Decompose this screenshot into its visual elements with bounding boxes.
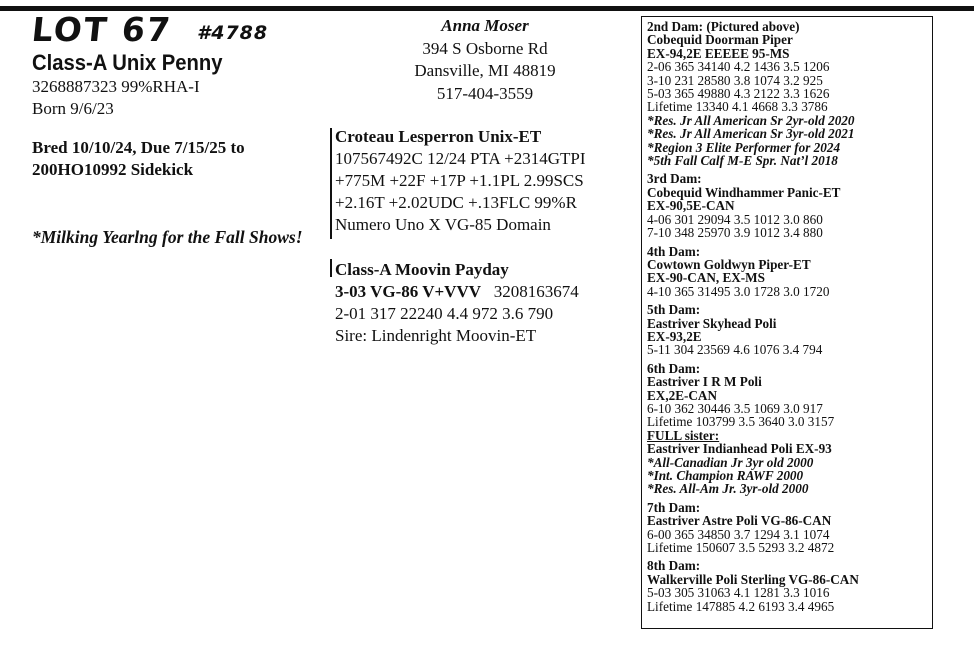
pedigree-line: 7th Dam: — [647, 499, 701, 515]
pedigree-dam-group — [647, 303, 932, 357]
pedigree-line: FULL sister: — [647, 427, 720, 443]
animal-registration: 3268887323 99%RHA-I — [32, 77, 200, 96]
pedigree-line: 5-03 305 31063 4.1 1281 3.3 1016 — [647, 585, 830, 601]
pedigree-line: Lifetime 103799 3.5 3640 3.0 3157 — [647, 414, 835, 430]
pedigree-line: Lifetime 147885 4.2 6193 3.4 4965 — [647, 598, 835, 614]
pedigree-line: EX-93,2E — [647, 328, 702, 344]
sale-note: *Milking Yearlng for the Fall Shows! — [32, 227, 303, 247]
pedigree-line: Eastriver Astre Poli VG-86-CAN — [647, 513, 832, 529]
sire-line-2: +775M +22F +17P +1.1PL 2.99SCS — [335, 171, 584, 190]
pedigree-line: EX-90,5E-CAN — [647, 198, 735, 214]
pedigree-line: Cobequid Doorman Piper — [647, 32, 793, 48]
pedigree-line: *Region 3 Elite Performer for 2024 — [647, 139, 841, 155]
pedigree-line: 3-10 231 28580 3.8 1074 3.2 925 — [647, 72, 823, 88]
pedigree-line: 2-06 365 34140 4.2 1436 3.5 1206 — [647, 59, 830, 75]
pedigree-line: Eastriver Indianhead Poli EX-93 — [647, 441, 832, 457]
pedigree-line: 5-03 365 49880 4.3 2122 3.3 1626 — [647, 86, 830, 102]
pedigree-line: Eastriver I R M Poli — [647, 374, 762, 390]
pedigree-line: *Res. All-Am Jr. 3yr-old 2000 — [647, 481, 809, 497]
pedigree-line: Walkerville Poli Sterling VG-86-CAN — [647, 571, 859, 587]
dam-name: Class-A Moovin Payday — [335, 260, 509, 279]
pedigree-line: 5th Dam: — [647, 302, 701, 318]
pedigree-line: Eastriver Skyhead Poli — [647, 315, 777, 331]
pedigree-line: 6-10 362 30446 3.5 1069 3.0 917 — [647, 400, 823, 416]
dam-bracket — [330, 259, 332, 277]
dam-reg: 3208163674 — [493, 282, 579, 301]
pedigree-line: *5th Fall Calf M-E Spr. Nat’l 2018 — [647, 153, 838, 169]
pedigree-line: 3rd Dam: — [647, 171, 702, 187]
pedigree-line: 8th Dam: — [647, 558, 701, 574]
pedigree-dam-group — [647, 559, 932, 613]
animal-name: Class-A Unix Penny — [32, 50, 223, 75]
sire-line-1: 107567492C 12/24 PTA +2314GTPI — [335, 149, 586, 168]
sire-line-4: Numero Uno X VG-85 Domain — [335, 215, 551, 234]
pedigree-line: Lifetime 13340 4.1 4668 3.3 3786 — [647, 99, 828, 115]
pedigree-line: *Res. Jr All American Sr 3yr-old 2021 — [647, 126, 855, 142]
pedigree-line: 7-10 348 25970 3.9 1012 3.4 880 — [647, 225, 823, 241]
dam-score-line — [335, 281, 579, 303]
pedigree-line: Cowtown Goldwyn Piper-ET — [647, 256, 811, 272]
sire-bracket — [330, 128, 332, 239]
owner-address: 394 S Osborne Rd — [422, 38, 548, 58]
dam-score: 3-03 VG-86 V+VVV — [335, 282, 482, 301]
pedigree-line: EX-94,2E EEEEE 95-MS — [647, 45, 790, 61]
pedigree-dam-group — [647, 362, 932, 496]
lot-number: #4788 — [197, 22, 269, 44]
pedigree-line: 5-11 304 23569 4.6 1076 3.4 794 — [647, 342, 823, 358]
pedigree-line: *Res. Jr All American Sr 2yr-old 2020 — [647, 112, 855, 128]
owner-phone: 517-404-3559 — [436, 83, 534, 103]
dam-sire: Sire: Lindenright Moovin-ET — [335, 326, 537, 345]
pedigree-line: 6-00 365 34850 3.7 1294 3.1 1074 — [647, 526, 830, 542]
pedigree-dam-group — [647, 20, 932, 167]
pedigree-line: 2nd Dam: (Pictured above) — [647, 19, 800, 34]
pedigree-line: 4-10 365 31495 3.0 1728 3.0 1720 — [647, 283, 830, 299]
pedigree-line: 4th Dam: — [647, 243, 701, 259]
owner-city: Dansville, MI 48819 — [414, 61, 556, 80]
owner-name: Anna Moser — [441, 16, 529, 35]
pedigree-line: 6th Dam: — [647, 360, 701, 376]
pedigree-dam-group — [647, 245, 932, 299]
pedigree-line: *All-Canadian Jr 3yr old 2000 — [647, 454, 814, 470]
pedigree-line: Lifetime 150607 3.5 5293 3.2 4872 — [647, 540, 835, 556]
dam-record: 2-01 317 22240 4.4 972 3.6 790 — [335, 304, 554, 323]
pedigree-box — [641, 16, 933, 629]
pedigree-line: EX,2E-CAN — [647, 387, 717, 403]
pedigree-dam-group — [647, 501, 932, 555]
pedigree-line: EX-90-CAN, EX-MS — [647, 270, 765, 286]
bred-line-1: Bred 10/10/24, Due 7/15/25 to — [32, 138, 245, 157]
animal-birthdate: Born 9/6/23 — [32, 99, 114, 118]
pedigree-line: Cobequid Windhammer Panic-ET — [647, 184, 841, 200]
pedigree-line: 4-06 301 29094 3.5 1012 3.0 860 — [647, 211, 823, 227]
pedigree-dam-group — [647, 172, 932, 239]
sire-name: Croteau Lesperron Unix-ET — [335, 127, 542, 146]
lot-label: LOT 67 — [29, 10, 174, 49]
owner-block — [385, 15, 585, 105]
bred-line-2: 200HO10992 Sidekick — [32, 160, 194, 179]
pedigree-line: *Int. Champion RAWF 2000 — [647, 468, 804, 483]
sire-line-3: +2.16T +2.02UDC +.13FLC 99%R — [335, 193, 577, 212]
